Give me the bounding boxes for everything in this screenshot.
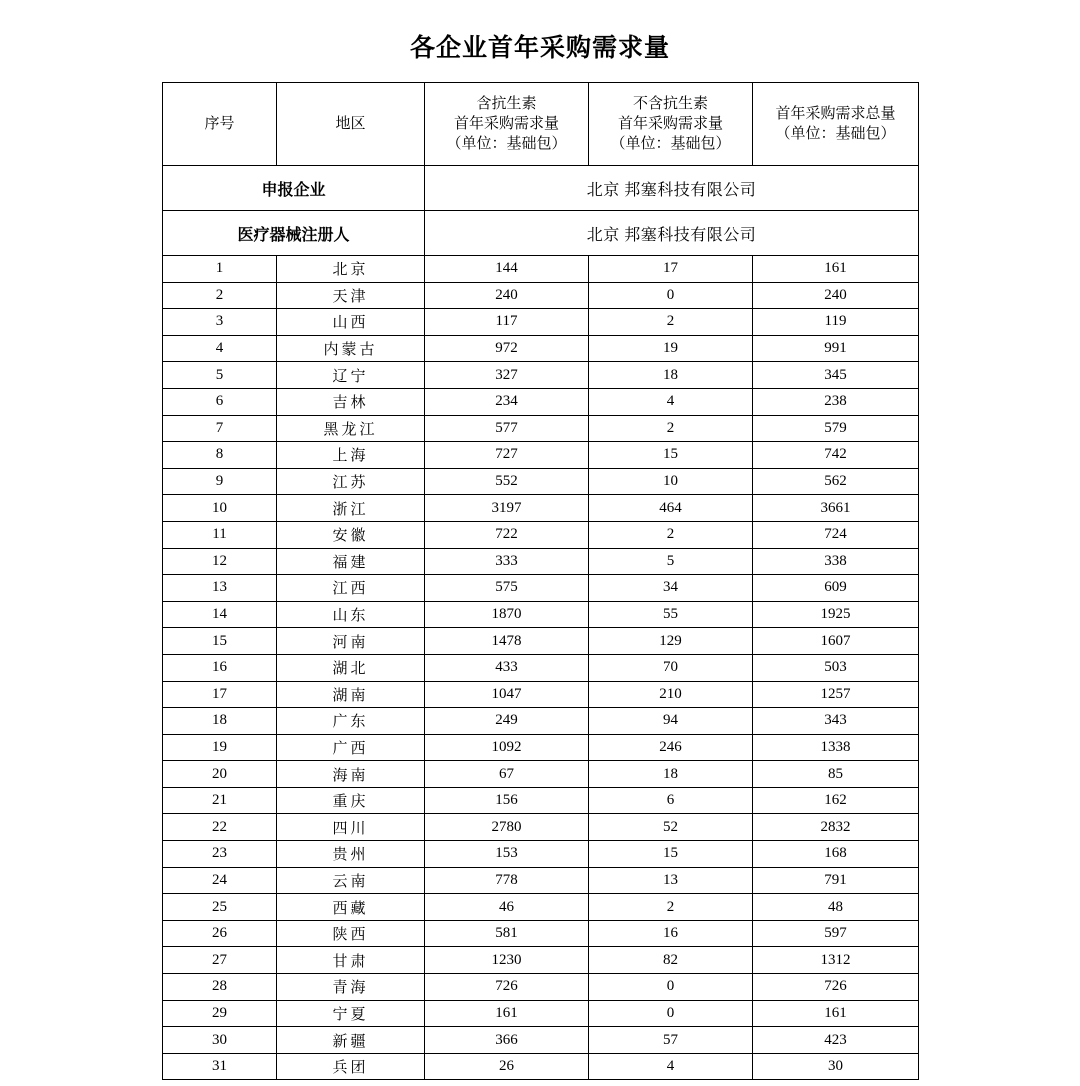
table-row [163,335,919,362]
cell-without-antibiotics: 57 [589,1027,753,1054]
cell-no: 19 [163,734,277,761]
cell-region: 安徽 [277,521,425,548]
cell-region: 新疆 [277,1027,425,1054]
cell-without-antibiotics: 0 [589,974,753,1001]
cell-region: 兵团 [277,1053,425,1080]
table-row [163,787,919,814]
table-row [163,654,919,681]
cell-no: 29 [163,1000,277,1027]
table-row [163,814,919,841]
cell-total: 85 [753,761,919,788]
cell-total: 240 [753,282,919,309]
cell-without-antibiotics: 4 [589,388,753,415]
column-header-no-label: 序号 [204,115,235,132]
cell-with-antibiotics: 144 [425,256,589,283]
cell-without-antibiotics: 2 [589,415,753,442]
cell-region: 辽宁 [277,362,425,389]
cell-region: 宁夏 [277,1000,425,1027]
cell-total: 609 [753,575,919,602]
cell-region: 福建 [277,548,425,575]
column-header-region-label: 地区 [335,115,366,132]
cell-with-antibiotics: 161 [425,1000,589,1027]
cell-region: 西藏 [277,894,425,921]
cell-with-antibiotics: 1230 [425,947,589,974]
cell-without-antibiotics: 10 [589,468,753,495]
table-row [163,362,919,389]
cell-no: 16 [163,654,277,681]
cell-without-antibiotics: 4 [589,1053,753,1080]
table-row [163,468,919,495]
cell-without-antibiotics: 0 [589,282,753,309]
cell-region: 湖南 [277,681,425,708]
cell-no: 4 [163,335,277,362]
cell-without-antibiotics: 19 [589,335,753,362]
applicant-company-value: 北京 邦塞科技有限公司 [425,166,919,211]
cell-total: 238 [753,388,919,415]
cell-region: 广东 [277,708,425,735]
table-row [163,1000,919,1027]
cell-no: 7 [163,415,277,442]
cell-region: 云南 [277,867,425,894]
cell-with-antibiotics: 234 [425,388,589,415]
table-row [163,415,919,442]
applicant-company-row [163,166,919,211]
cell-with-antibiotics: 727 [425,442,589,469]
cell-no: 1 [163,256,277,283]
table-row [163,920,919,947]
cell-total: 579 [753,415,919,442]
cell-region: 上海 [277,442,425,469]
cell-region: 山西 [277,309,425,336]
cell-total: 3661 [753,495,919,522]
cell-total: 343 [753,708,919,735]
cell-without-antibiotics: 52 [589,814,753,841]
cell-without-antibiotics: 2 [589,894,753,921]
cell-no: 10 [163,495,277,522]
cell-without-antibiotics: 5 [589,548,753,575]
cell-no: 26 [163,920,277,947]
cell-region: 甘肃 [277,947,425,974]
cell-region: 河南 [277,628,425,655]
table-row [163,681,919,708]
cell-region: 重庆 [277,787,425,814]
column-header-without-antibiotics [589,83,753,166]
column-header-total [753,83,919,166]
cell-without-antibiotics: 17 [589,256,753,283]
cell-without-antibiotics: 55 [589,601,753,628]
column-header-with-antibiotics-line1: 含抗生素 [476,95,537,112]
table-row [163,1053,919,1080]
table-row [163,974,919,1001]
cell-no: 2 [163,282,277,309]
cell-without-antibiotics: 16 [589,920,753,947]
cell-region: 江苏 [277,468,425,495]
cell-no: 9 [163,468,277,495]
cell-without-antibiotics: 210 [589,681,753,708]
cell-total: 161 [753,1000,919,1027]
cell-with-antibiotics: 575 [425,575,589,602]
column-header-without-antibiotics-line1: 不含抗生素 [632,95,708,112]
table-row [163,841,919,868]
table-row [163,601,919,628]
cell-region: 内蒙古 [277,335,425,362]
cell-without-antibiotics: 246 [589,734,753,761]
cell-with-antibiotics: 581 [425,920,589,947]
cell-region: 浙江 [277,495,425,522]
cell-without-antibiotics: 82 [589,947,753,974]
cell-region: 海南 [277,761,425,788]
cell-without-antibiotics: 129 [589,628,753,655]
cell-with-antibiotics: 240 [425,282,589,309]
cell-region: 天津 [277,282,425,309]
cell-with-antibiotics: 117 [425,309,589,336]
table-row [163,309,919,336]
table-row [163,628,919,655]
table-row [163,388,919,415]
cell-with-antibiotics: 1092 [425,734,589,761]
cell-without-antibiotics: 0 [589,1000,753,1027]
cell-with-antibiotics: 366 [425,1027,589,1054]
cell-no: 23 [163,841,277,868]
table-row [163,867,919,894]
cell-region: 江西 [277,575,425,602]
cell-without-antibiotics: 34 [589,575,753,602]
column-header-with-antibiotics-line2: 首年采购需求量 [453,115,559,132]
device-registrant-value: 北京 邦塞科技有限公司 [425,211,919,256]
cell-total: 1925 [753,601,919,628]
cell-no: 20 [163,761,277,788]
cell-region: 广西 [277,734,425,761]
cell-no: 8 [163,442,277,469]
cell-no: 14 [163,601,277,628]
cell-with-antibiotics: 333 [425,548,589,575]
cell-total: 991 [753,335,919,362]
cell-no: 17 [163,681,277,708]
cell-with-antibiotics: 722 [425,521,589,548]
table-row [163,708,919,735]
cell-no: 12 [163,548,277,575]
device-registrant-row [163,211,919,256]
cell-with-antibiotics: 67 [425,761,589,788]
cell-total: 119 [753,309,919,336]
cell-no: 28 [163,974,277,1001]
column-header-with-antibiotics [425,83,589,166]
column-header-without-antibiotics-line3: （单位：基础包） [610,136,731,153]
cell-no: 6 [163,388,277,415]
cell-with-antibiotics: 153 [425,841,589,868]
cell-no: 3 [163,309,277,336]
device-registrant-label: 医疗器械注册人 [163,211,425,256]
column-header-total-line1: 首年采购需求总量 [775,105,896,122]
cell-total: 423 [753,1027,919,1054]
cell-with-antibiotics: 46 [425,894,589,921]
table-row [163,282,919,309]
cell-total: 1312 [753,947,919,974]
cell-no: 18 [163,708,277,735]
table-row [163,894,919,921]
cell-total: 162 [753,787,919,814]
cell-region: 吉林 [277,388,425,415]
cell-without-antibiotics: 2 [589,521,753,548]
cell-no: 24 [163,867,277,894]
table-header-row [163,83,919,166]
cell-without-antibiotics: 6 [589,787,753,814]
column-header-with-antibiotics-line3: （单位：基础包） [446,136,567,153]
cell-without-antibiotics: 2 [589,309,753,336]
cell-no: 11 [163,521,277,548]
cell-with-antibiotics: 972 [425,335,589,362]
document-page [0,28,1080,1086]
cell-no: 15 [163,628,277,655]
cell-total: 791 [753,867,919,894]
table-row [163,575,919,602]
cell-with-antibiotics: 1478 [425,628,589,655]
cell-with-antibiotics: 726 [425,974,589,1001]
cell-region: 四川 [277,814,425,841]
table-body [163,256,919,1080]
cell-total: 1338 [753,734,919,761]
cell-total: 597 [753,920,919,947]
cell-region: 贵州 [277,841,425,868]
column-header-total-line2: （单位：基础包） [775,126,896,142]
page-title: 各企业首年采购需求量 [409,34,670,62]
cell-no: 31 [163,1053,277,1080]
cell-without-antibiotics: 15 [589,442,753,469]
demand-table-wrapper [162,82,918,1080]
cell-with-antibiotics: 778 [425,867,589,894]
cell-without-antibiotics: 15 [589,841,753,868]
cell-with-antibiotics: 26 [425,1053,589,1080]
cell-total: 742 [753,442,919,469]
cell-with-antibiotics: 249 [425,708,589,735]
cell-without-antibiotics: 18 [589,362,753,389]
cell-with-antibiotics: 327 [425,362,589,389]
cell-total: 48 [753,894,919,921]
column-header-no [163,83,277,166]
cell-region: 青海 [277,974,425,1001]
cell-with-antibiotics: 552 [425,468,589,495]
table-row [163,442,919,469]
cell-region: 黑龙江 [277,415,425,442]
column-header-without-antibiotics-line2: 首年采购需求量 [617,115,723,132]
cell-no: 25 [163,894,277,921]
cell-with-antibiotics: 3197 [425,495,589,522]
table-meta-section [163,166,919,256]
cell-with-antibiotics: 1870 [425,601,589,628]
cell-no: 21 [163,787,277,814]
cell-with-antibiotics: 433 [425,654,589,681]
table-row [163,947,919,974]
cell-without-antibiotics: 18 [589,761,753,788]
cell-total: 726 [753,974,919,1001]
cell-total: 161 [753,256,919,283]
table-row [163,548,919,575]
table-row [163,1027,919,1054]
cell-no: 27 [163,947,277,974]
cell-region: 陕西 [277,920,425,947]
applicant-company-label: 申报企业 [163,166,425,211]
table-row [163,256,919,283]
cell-with-antibiotics: 156 [425,787,589,814]
table-row [163,521,919,548]
cell-region: 湖北 [277,654,425,681]
cell-with-antibiotics: 2780 [425,814,589,841]
cell-total: 1257 [753,681,919,708]
demand-table [162,82,919,1080]
cell-total: 503 [753,654,919,681]
cell-no: 22 [163,814,277,841]
table-header [163,83,919,166]
cell-total: 338 [753,548,919,575]
cell-no: 30 [163,1027,277,1054]
cell-total: 2832 [753,814,919,841]
cell-no: 13 [163,575,277,602]
table-row [163,734,919,761]
cell-region: 北京 [277,256,425,283]
cell-no: 5 [163,362,277,389]
cell-total: 168 [753,841,919,868]
cell-with-antibiotics: 1047 [425,681,589,708]
cell-without-antibiotics: 13 [589,867,753,894]
cell-without-antibiotics: 464 [589,495,753,522]
cell-total: 724 [753,521,919,548]
cell-total: 1607 [753,628,919,655]
table-row [163,495,919,522]
column-header-region [277,83,425,166]
cell-without-antibiotics: 70 [589,654,753,681]
cell-total: 345 [753,362,919,389]
cell-total: 30 [753,1053,919,1080]
cell-total: 562 [753,468,919,495]
table-row [163,761,919,788]
cell-without-antibiotics: 94 [589,708,753,735]
cell-region: 山东 [277,601,425,628]
cell-with-antibiotics: 577 [425,415,589,442]
